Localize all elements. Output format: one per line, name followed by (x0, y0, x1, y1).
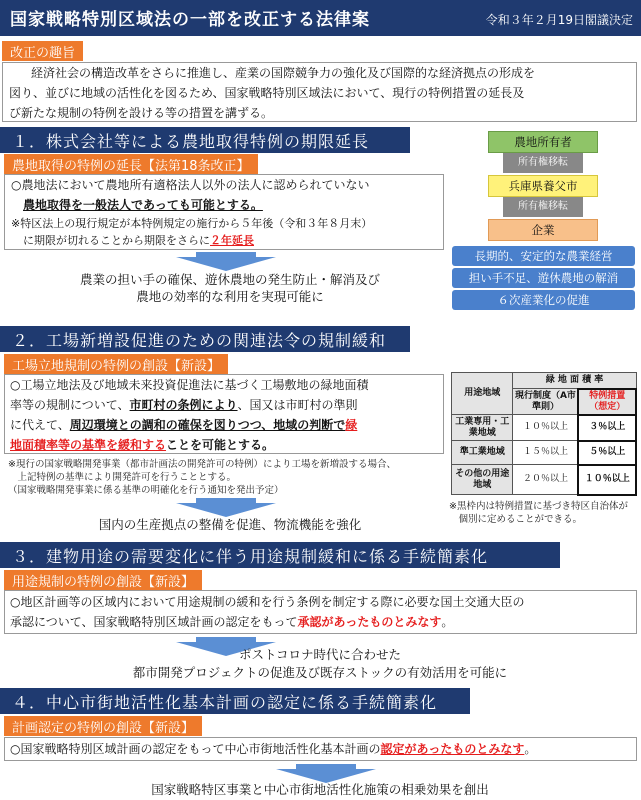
s3-deemed-approved: 承認があったものとみなす (297, 615, 442, 629)
section-1-title: １．株式会社等による農地取得特例の期限延長 (0, 127, 410, 153)
s4-result: 国家戦略特区事業と中心市街地活性化施策の相乗効果を創出 (151, 782, 489, 797)
s1-line-2: 農地取得を一般法人であっても可能とする。 (23, 198, 263, 212)
yabu-city-box: 兵庫県養父市 (488, 175, 598, 197)
row-special: ５％以上 (578, 441, 636, 465)
s1-arrow-icon (176, 257, 276, 271)
s2-municipal-ordinance: 市町村の条例により (129, 398, 238, 412)
purpose-line-1: 経済社会の構造改革をさらに推進し、産業の国際競争力の強化及び国際的な経済拠点の形成を (31, 66, 536, 80)
s2-note-1: ※現行の国家戦略開発事業（都市計画法の開発許可の特例）により工場を新増設する場合、 (8, 459, 396, 470)
section-2-tag: 工場立地規制の特例の創設【新設】 (4, 354, 228, 374)
purpose-line-3: び新たな規制の特例を設ける等の措置を講ずる。 (9, 106, 274, 120)
col-area-header: 用途地域 (452, 373, 513, 415)
purpose-tag: 改正の趣旨 (2, 41, 83, 61)
section-1-box (4, 174, 444, 250)
decision-date: 令和３年２月19日閣議決定 (485, 13, 633, 27)
table-note-1: ※黒枠内は特例措置に基づき特区自治体が (449, 501, 628, 512)
page-title: 国家戦略特別区域法の一部を改正する法律案 (10, 10, 370, 30)
s3-result-1: ポストコロナ時代に合わせた (238, 647, 401, 662)
row-current: １５％以上 (513, 441, 578, 465)
farmland-owner-box: 農地所有者 (488, 131, 598, 153)
s1-note-2 (11, 232, 437, 249)
s2-result: 国内の生産拠点の整備を促進、物流機能を強化 (98, 517, 362, 532)
s2-line-3 (10, 415, 438, 435)
s3-line-2 (10, 612, 631, 632)
s1-extension: ２年延長 (210, 234, 254, 247)
s1-line-1: ○農地法において農地所有適格法人以外の法人に認められていない (11, 178, 370, 192)
col-group-header: 緑 地 面 積 率 (513, 373, 636, 389)
section-3-title: ３．建物用途の需要変化に伴う用途規制緩和に係る手続簡素化 (0, 542, 560, 568)
s2-harmony: 周辺環境との調和の確保を図りつつ、地域の判断で (69, 418, 346, 432)
row-current: ２０％以上 (513, 465, 578, 495)
table-row (452, 441, 637, 465)
section-4-box (4, 737, 637, 761)
row-special: ３％以上 (578, 415, 636, 441)
s1-note-1: ※特区法上の現行規定が本特例規定の施行から５年後（令和３年８月末） (11, 217, 373, 230)
purpose-box (2, 62, 637, 122)
company-box: 企業 (488, 219, 598, 241)
s2-note-2: 上記特例の基準により開発許可を行うこととする。 (8, 472, 237, 483)
table-row (452, 415, 637, 441)
s4-line-1a: ○国家戦略特別区域計画の認定をもって中心市街地活性化基本計画の (10, 742, 381, 756)
section-2-title: ２．工場新増設促進のための関連法令の規制緩和 (0, 326, 410, 352)
s3-line-2c: 。 (441, 615, 454, 629)
section-3-box (4, 590, 637, 634)
section-3-tag: 用途規制の特例の創設【新設】 (4, 570, 202, 590)
s2-note-3: （国家戦略開発事業に係る基準の明確化を行う通知を発出予定） (8, 485, 284, 496)
s3-result-2: 都市開発プロジェクトの促進及び既存ストックの有効活用を可能に (132, 665, 508, 680)
s2-line-4 (10, 435, 438, 455)
s4-line-1c: 。 (524, 742, 537, 756)
row-area: その他の用途地域 (452, 465, 513, 495)
section-1-tag-label: 農地取得の特例の延長 (12, 159, 143, 174)
col-special-header: 特例措置（想定） (578, 389, 636, 415)
s4-deemed-certified: 認定があったものとみなす (380, 742, 525, 756)
green-ratio-table (451, 372, 637, 496)
section-1-tag (4, 154, 258, 174)
purpose-line-2: 図り、並びに地域の活性化を図るため、国家戦略特別区域法において、現行の特例措置の延長及 (9, 86, 525, 100)
row-current: １０％以上 (513, 415, 578, 441)
s2-line-2 (10, 395, 438, 415)
s3-line-1: ○地区計画等の区域内において用途規制の緩和を行う条例を制定する際に必要な国土交通大臣の (10, 595, 525, 609)
benefit-1: 長期的、安定的な農業経営 (452, 246, 635, 266)
ownership-transfer-1: 所有権移転 (503, 153, 583, 173)
section-2-box (4, 374, 444, 454)
s1-note-2a: に期限が切れることから期限をさらに (23, 234, 210, 247)
s1-result-1: 農業の担い手の確保、遊休農地の発生防止・解消及び (79, 272, 380, 287)
s2-line-3a: に代えて、 (10, 418, 70, 432)
row-special: １０％以上 (578, 465, 636, 495)
section-4-title: ４．中心市街地活性化基本計画の認定に係る手続簡素化 (0, 688, 470, 714)
s4-line-1 (10, 739, 631, 759)
table-note-2: 個別に定めることができる。 (449, 514, 583, 525)
s2-line-2c: 、国又は市町村の準則 (237, 398, 358, 412)
benefit-3: ６次産業化の促進 (452, 290, 635, 310)
s2-line-4b: ことを可能とする。 (166, 438, 275, 452)
s1-result-2: 農地の効率的な利用を実現可能に (136, 289, 324, 304)
section-1-tag-ref: 【法第18条改正】 (142, 159, 250, 174)
ownership-transfer-2: 所有権移転 (503, 197, 583, 217)
page-header (0, 0, 641, 36)
s3-line-2a: 承認について、国家戦略特別区域計画の認定をもって (10, 615, 298, 629)
s2-green-start: 緑 (345, 418, 358, 432)
s2-line-2a: 率等の規制について、 (10, 398, 130, 412)
col-current-header: 現行制度（A市準則） (513, 389, 578, 415)
row-area: 工業専用・工業地域 (452, 415, 513, 441)
section-4-tag: 計画認定の特例の創設【新設】 (4, 716, 202, 736)
table-row (452, 465, 637, 495)
row-area: 準工業地域 (452, 441, 513, 465)
benefit-2: 担い手不足、遊休農地の解消 (452, 268, 635, 288)
s2-relax-standard: 地面積率等の基準を緩和する (10, 438, 167, 452)
s2-line-1: ○工場立地法及び地域未来投資促進法に基づく工場敷地の緑地面積 (10, 378, 369, 392)
